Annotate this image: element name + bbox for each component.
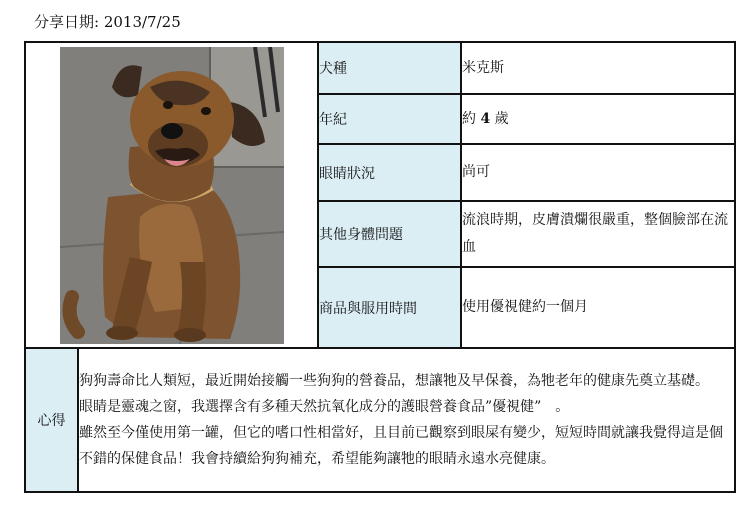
share-date: 分享日期: 2013/7/25 (34, 13, 181, 31)
breed-label: 犬種 (318, 42, 461, 94)
dog-illustration (60, 47, 284, 344)
remarks-label: 心得 (25, 348, 78, 492)
other-health-label: 其他身體問題 (318, 201, 461, 267)
remark-paragraph: 眼睛是靈魂之窗，我選擇含有多種天然抗氧化成分的護眼營養食品”優視健” 。 (79, 399, 570, 415)
age-suffix: 歲 (494, 110, 509, 127)
product-value: 使用優視健約一個月 (461, 267, 735, 348)
age-value (461, 94, 735, 144)
age-number: 4 (480, 110, 491, 127)
breed-value: 米克斯 (461, 42, 735, 94)
eye-condition-label: 眼睛狀況 (318, 144, 461, 201)
product-label: 商品與服用時間 (318, 267, 461, 348)
age-prefix: 約 (462, 110, 476, 127)
other-health-value: 流浪時期，皮膚潰爛很嚴重，整個臉部在流血 (461, 201, 735, 267)
age-label: 年紀 (318, 94, 461, 144)
eye-condition-value: 尚可 (461, 144, 735, 201)
photo-cell (25, 42, 318, 348)
remark-paragraph: 雖然至今僅使用第一罐，但它的嗜口性相當好，且目前已觀察到眼屎有變少，短短時間就讓我覺得這是個不錯的保健食品！我會持續給狗狗補充，希望能夠讓牠的眼睛永遠水亮健康。 (79, 425, 723, 467)
remark-paragraph: 狗狗壽命比人類短，最近開始接觸一些狗狗的營養品，想讓牠及早保養，為牠老年的健康先奠立基礎。 (79, 373, 709, 389)
dog-info-table (24, 41, 736, 493)
remarks-body (78, 348, 735, 492)
dog-photo (60, 47, 284, 344)
